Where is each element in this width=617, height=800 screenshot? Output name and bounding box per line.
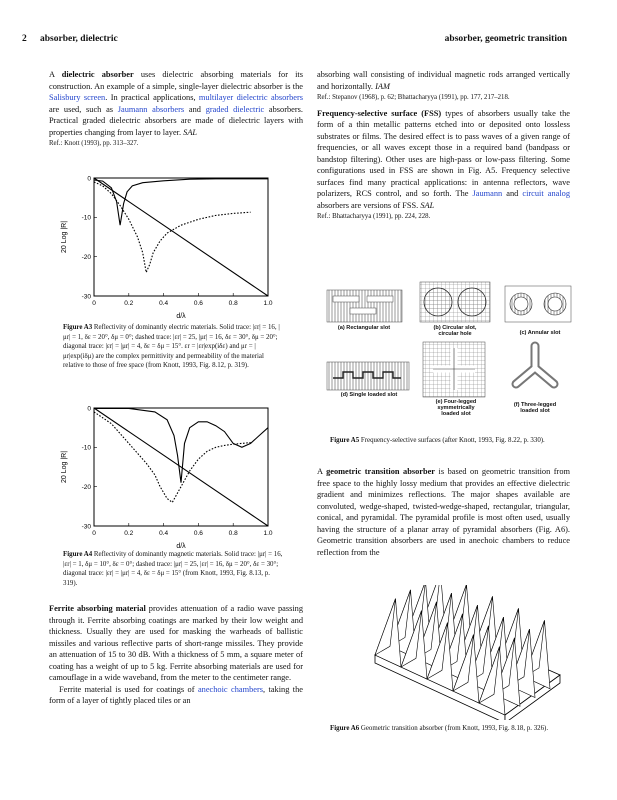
fss-label-a: (a) Rectangular slot — [337, 325, 391, 331]
geometric-paragraph: A geometric transition absorber is based on geometric transition from free space to the highly lossy medium that provides an effective dielectric gradient and minimizes reflections. The major shapes available are convoluted, wedge-shaped, twisted-wedge-shaped, rectangular, triangular, conical, and pyramidal. The pyramidal profile is most often used, usually having the structure of a planar array of pyramidal absorbers (Fig. A6). Geometric transition absorbers are used in anechoic chambers to reduce reflection from the — [317, 467, 570, 557]
y-tick-label: -10 — [81, 214, 91, 222]
x-tick-label: 0.2 — [124, 300, 134, 307]
x-tick-label: 0.8 — [228, 300, 238, 307]
annular-slot-panel — [505, 286, 571, 322]
x-tick-label: 0.2 — [124, 530, 134, 537]
fss-label-f: (f) Three-legged loaded slot — [513, 402, 557, 414]
fss-reference: Ref.: Bhattacharyya (1991), pp. 224, 228. — [317, 213, 431, 220]
ferrite-section — [49, 603, 303, 707]
circular-slot-panel — [420, 282, 490, 322]
four-legged-slot-panel — [423, 342, 485, 397]
y-tick-label: 0 — [87, 405, 91, 413]
x-tick-label: 0 — [92, 300, 96, 307]
jaumann-absorbers-link[interactable]: Jaumann absorbers — [117, 104, 185, 114]
y-tick-label: -30 — [81, 293, 91, 301]
y-tick-label: -10 — [81, 444, 91, 452]
figure-a3-chart — [48, 170, 280, 320]
y-tick-label: -20 — [81, 483, 91, 491]
figure-a3-label: Figure A3 — [63, 324, 93, 331]
geometric-term: geometric transition absorber — [326, 467, 436, 476]
series-line-dashed — [94, 412, 251, 503]
graded-dielectric-link[interactable]: graded dielectric — [205, 104, 265, 114]
anechoic-chambers-link[interactable]: anechoic chambers — [197, 684, 263, 694]
rectangular-slot-panel — [327, 290, 402, 322]
dielectric-section — [49, 69, 303, 149]
y-tick-label: 0 — [87, 175, 91, 183]
figure-a5-caption: Figure A5 Frequency-selective surfaces (after Knott, 1993, Fig. 8.22, p. 330). — [330, 437, 545, 444]
salisbury-screen-link[interactable]: Salisbury screen — [49, 93, 106, 102]
fss-label-b: (b) Circular slot, circular hole — [433, 325, 477, 337]
x-tick-label: 0.4 — [159, 530, 169, 537]
x-tick-label: 0.6 — [193, 300, 203, 307]
x-axis-label: d/λ — [176, 543, 186, 550]
series-line-solid — [94, 179, 268, 225]
series-line-diagonal — [94, 178, 268, 296]
y-tick-label: -30 — [81, 523, 91, 531]
dielectric-paragraph: A dielectric absorber uses dielectric absorbing materials for its construction. An example of a simple, single-layer dielectric absorber is the Salisbury screen. In practical applications, multilayer dielectric absorbers are used, such as Jaumann absorbers and graded dielectric absorbers. Practical graded dielectric absorbers are made of dielectric layers with properties changing from layer to layer. SAL — [49, 70, 303, 137]
right-top-section — [317, 69, 570, 222]
y-axis-label: 20 Log |R| — [61, 220, 68, 254]
fss-label-e: (e) Four-legged symmetrically loaded slot — [435, 399, 477, 417]
author-initials: SAL — [420, 200, 435, 210]
geometric-transition-section — [317, 466, 570, 558]
circuit-analog-link[interactable]: circuit analog — [522, 189, 570, 198]
continuation-paragraph: absorbing wall consisting of individual magnetic rods arranged vertically and horizontally. IAM — [317, 70, 570, 91]
ferrite-term: Ferrite absorbing material — [49, 604, 146, 613]
figure-a6-caption: Figure A6 Geometric transition absorber (from Knott, 1993, Fig. 8.18, p. 326). — [330, 725, 549, 732]
three-legged-slot-panel — [516, 346, 554, 384]
single-loaded-slot-panel — [327, 362, 409, 390]
jaumann-link[interactable]: Jaumann — [472, 189, 503, 198]
figure-a6-illustration — [365, 585, 565, 720]
series-line-diagonal — [94, 408, 268, 526]
page-number: 2 — [22, 34, 27, 44]
figure-a5-label: Figure A5 — [330, 437, 360, 444]
ferrite-paragraph: Ferrite absorbing material provides attenuation of a radio wave passing through it. Ferrite absorbing coatings are marked by their low weight and thickness. Usually they are used for masking the warheads of ballistic missiles and various reflective parts of short-range missiles. They provide an attenuation of 15 to 30 dB. With a thickness of 5 mm, a square meter of coating has a weight of up to 5 kg. Ferrite absorbing materials are used for camouflage in a wide waveband, from the meter to the centimeter range. — [49, 604, 303, 682]
ferrite-paragraph-2: Ferrite material is used for coatings of anechoic chambers, taking the form of a layer of tightly placed tiles or an — [49, 684, 303, 705]
fss-paragraph: Frequency-selective surface (FSS) types of absorbers usually take the form of a thin metallic patterns etched into or deposited onto lossless substrates or films. The desired effect is to pass waves of a given range of frequencies, or all waves except those in a required band (bandpass or bandstop filtering). Other uses are high-pass or low-pass filtering. Some configurations used in FSS are shown in Fig. A5. Frequency selective surfaces find many practical applications: in antenna reflectors, wave polarizers, RCS control, and so forth. The Jaumann and circuit analog absorbers are versions of FSS. SAL — [317, 108, 570, 210]
x-axis-label: d/λ — [176, 313, 186, 320]
fss-term: Frequency-selective surface (FSS) — [317, 108, 442, 118]
author-initials: SAL — [183, 127, 198, 137]
x-tick-label: 1.0 — [263, 300, 273, 307]
dielectric-reference: Ref.: Knott (1993), pp. 313–327. — [49, 140, 139, 147]
x-tick-label: 0.8 — [228, 530, 238, 537]
figure-a4-label: Figure A4 — [63, 551, 93, 558]
x-tick-label: 0 — [92, 530, 96, 537]
figure-a4-caption: Figure A4 Reflectivity of dominantly magnetic materials. Solid trace: |μr| = 16, |εr| = 1, δμ = 10°, δε = 0°; dashed trace: |μr| = 25, |εr| = 16, δμ = 20°, δε = 30°; diagonal trace: |εr| = |μr| = 4, δε = δμ = 15° (from Knott, 1993, Fig. 8.13, p. 319). — [63, 551, 283, 587]
x-tick-label: 1.0 — [263, 530, 273, 537]
y-tick-label: -20 — [81, 253, 91, 261]
header-left-title: absorber, dielectric — [40, 34, 118, 44]
x-tick-label: 0.4 — [159, 300, 169, 307]
figure-a3-caption: Figure A3 Reflectivity of dominantly electric materials. Solid trace: |εr| = 16, |μr| = 1, δε = 20°, δμ = 0°; dashed trace: |εr| = 25, |μr| = 16, δε = 30°, δμ = 20°; diagonal trace: |εr| = |μr| = 4, δε = δμ = 15°. εr = |εr|exp(iδε) and μr = |μr|exp(iδμ) are the complex permittivity and permeability of the material relative to those of free space (from Knott, 1993, Fig. 8.12, p. 319). — [63, 324, 280, 370]
multilayer-link[interactable]: multilayer dielectric absorbers — [198, 93, 303, 102]
figure-a4-chart — [48, 400, 280, 550]
series-line-dashed — [94, 182, 251, 273]
x-tick-label: 0.6 — [193, 530, 203, 537]
author-initials: IAM — [375, 81, 390, 91]
dielectric-term: dielectric absorber — [61, 70, 134, 79]
header-right-title: absorber, geometric transition — [444, 34, 567, 44]
fss-label-d: (d) Single loaded slot — [340, 392, 398, 398]
fss-label-c: (c) Annular slot — [519, 330, 561, 336]
series-line-solid — [94, 408, 268, 482]
figure-a6-label: Figure A6 — [330, 725, 360, 732]
reference-1: Ref.: Stepanov (1968), p. 62; Bhattacharyya (1991), pp. 177, 217–218. — [317, 94, 510, 101]
y-axis-label: 20 Log |R| — [61, 450, 68, 484]
